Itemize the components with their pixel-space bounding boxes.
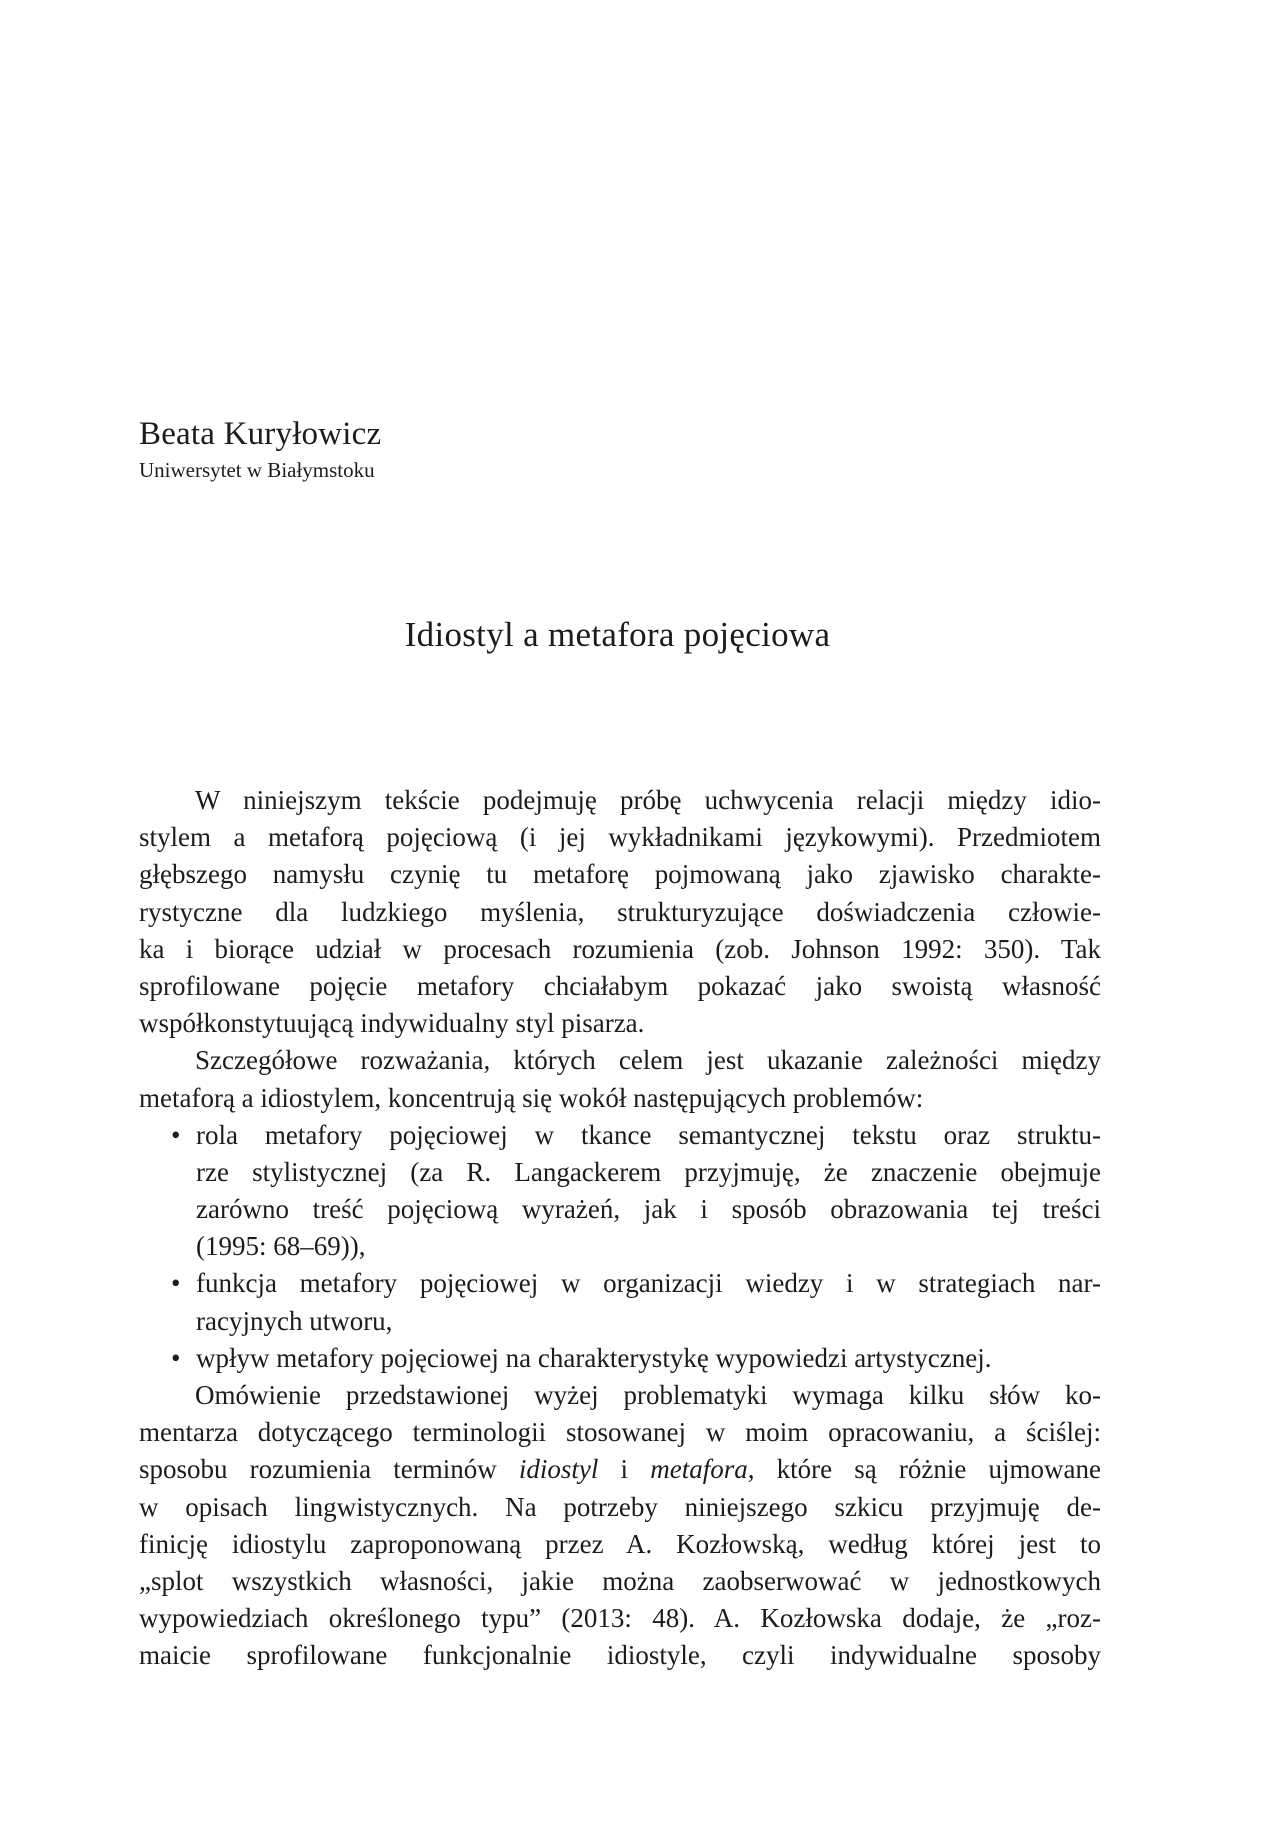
author-name: Beata Kuryłowicz (139, 416, 382, 452)
bullet-continuation: (1995: 68–69)), (196, 1231, 366, 1262)
text-line: rystyczne dla ludzkiego myślenia, strukturyzujące doświadczenia człowie- (139, 896, 1101, 927)
bullet-item (139, 1265, 1101, 1302)
article-body (139, 782, 1101, 1675)
text-fragment: sposobu rozumienia terminów (139, 1454, 519, 1485)
text-line: Omówienie przedstawionej wyżej problematyki wymaga kilku słów ko- (195, 1380, 1101, 1410)
bullet-marker: • (171, 1342, 181, 1373)
bullet-continuation: zarówno treść pojęciową wyrażeń, jak i sposób obrazowania tej treści (196, 1194, 1101, 1225)
bullet-text: wpływ metafory pojęciowej na charakterystykę wypowiedzi artystycznej. (196, 1342, 992, 1373)
bullet-text: funkcja metafory pojęciowej w organizacji wiedzy i w strategiach nar- (196, 1268, 1101, 1299)
bullet-marker: • (171, 1268, 181, 1299)
author-affiliation: Uniwersytet w Białymstoku (139, 458, 375, 482)
text-fragment: i (598, 1454, 651, 1485)
term-idiostyl: idiostyl (518, 1454, 599, 1485)
bullet-item (139, 1117, 1101, 1154)
text-line: maicie sprofilowane funkcjonalnie idiostyle, czyli indywidualne sposoby (139, 1640, 1101, 1671)
text-line: ka i biorące udział w procesach rozumienia (zob. Johnson 1992: 350). Tak (139, 933, 1101, 964)
term-metafora: metafora (650, 1454, 748, 1485)
author-block (139, 412, 381, 484)
text-line: Szczegółowe rozważania, których celem jest ukazanie zależności między (195, 1045, 1101, 1076)
text-line: głębszego namysłu czynię tu metaforę pojmowaną jako zjawisko charakte- (139, 859, 1101, 890)
bullet-text: rola metafory pojęciowej w tkance semantycznej tekstu oraz struktu- (196, 1119, 1101, 1150)
bullet-continuation: rze stylistycznej (za R. Langackerem przyjmuję, że znaczenie obejmuje (196, 1156, 1101, 1187)
text-line: „splot wszystkich własności, jakie można zaobserwować w jednostkowych (139, 1565, 1101, 1596)
text-line-with-terms (139, 1451, 1101, 1488)
text-line: wypowiedziach określonego typu” (2013: 48). A. Kozłowska dodaje, że „roz- (139, 1603, 1101, 1634)
text-line: W niniejszym tekście podejmuję próbę uchwycenia relacji między idio- (195, 785, 1101, 815)
text-line: finicję idiostylu zaproponowaną przez A. Kozłowską, według której jest to (139, 1528, 1101, 1559)
article-title: Idiostyl a metafora pojęciowa (404, 615, 831, 654)
text-line: w opisach lingwistycznych. Na potrzeby niniejszego szkicu przyjmuję de- (139, 1491, 1101, 1522)
bullet-continuation: racyjnych utworu, (196, 1305, 393, 1336)
text-line: współkonstytuującą indywidualny styl pisarza. (139, 1008, 645, 1039)
text-fragment: , które są różnie ujmowane (747, 1454, 1101, 1485)
text-line: metaforą a idiostylem, koncentrują się wokół następujących problemów: (139, 1082, 924, 1113)
text-line: stylem a metaforą pojęciową (i jej wykładnikami językowymi). Przedmiotem (139, 822, 1101, 853)
text-line: sprofilowane pojęcie metafory chciałabym pokazać jako swoistą własność (139, 970, 1101, 1001)
bullet-marker: • (171, 1119, 181, 1150)
bullet-item (139, 1340, 1101, 1377)
text-line: mentarza dotyczącego terminologii stosowanej w moim opracowaniu, a ściślej: (139, 1417, 1101, 1448)
